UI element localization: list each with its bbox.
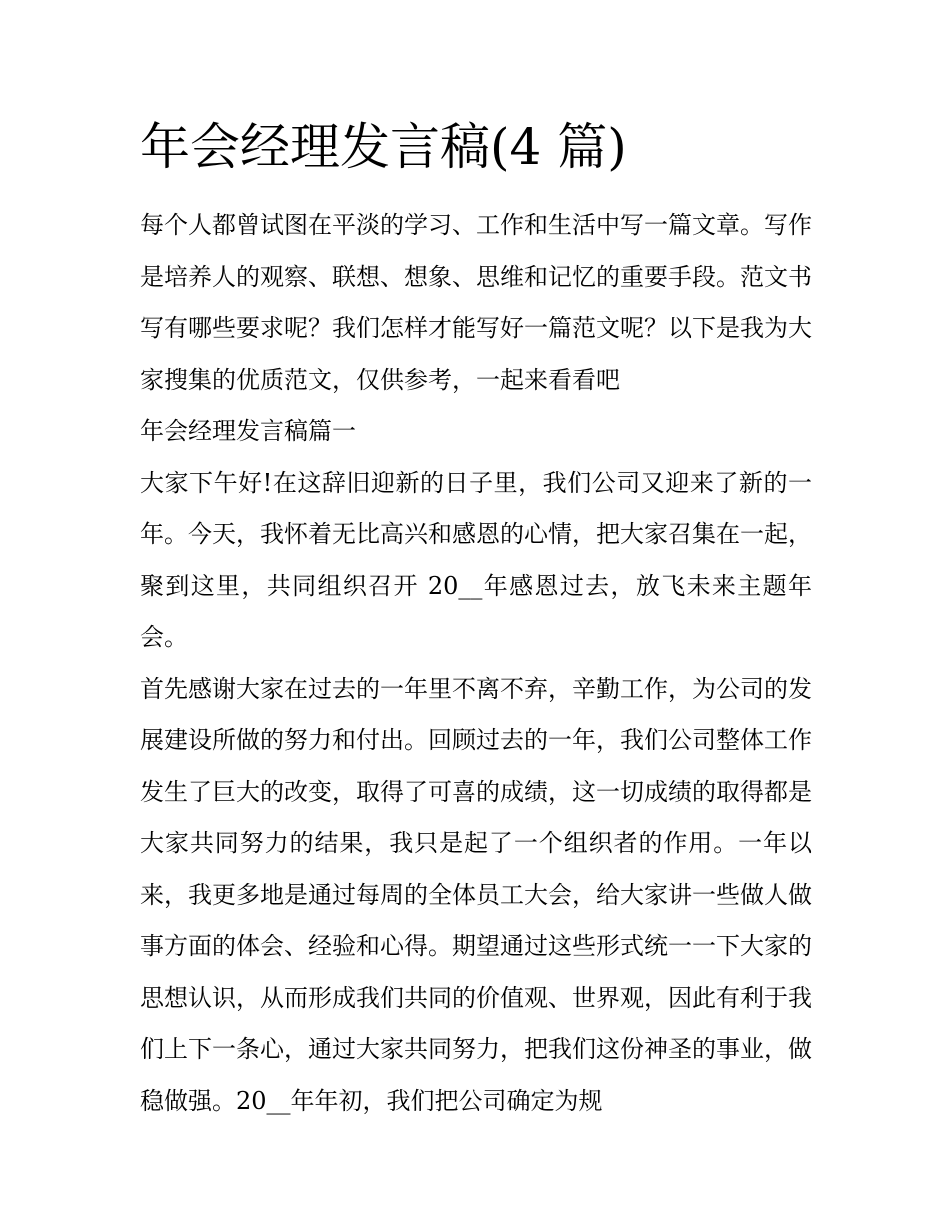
intro-paragraph: 每个人都曾试图在平淡的学习、工作和生活中写一篇文章。写作是培养人的观察、联想、想象、思维和记忆的重要手段。范文书写有哪些要求呢？我们怎样才能写好一篇范文呢？以下是我为大家搜集的优质范文，仅供参考，一起来看看吧 [140, 211, 812, 394]
document-title: 年会经理发言稿(4 篇) [140, 118, 627, 176]
body-paragraph: 首先感谢大家在过去的一年里不离不弃，辛勤工作，为公司的发展建设所做的努力和付出。回顾过去的一年，我们公司整体工作发生了巨大的改变，取得了可喜的成绩，这一切成绩的取得都是大家共同努力的结果，我只是起了一个组织者的作用。一年以来，我更多地是通过每周的全体员工大会，给大家讲一些做人做事方面的体会、经验和心得。期望通过这些形式统一一下大家的思想认识，从而形成我们共同的价值观、世界观，因此有利于我们上下一条心，通过大家共同努力，把我们这份神圣的事业，做稳做强。20__年年初，我们把公司确定为规 [140, 674, 812, 1115]
body-paragraph: 大家下午好!在这辞旧迎新的日子里，我们公司又迎来了新的一年。今天，我怀着无比高兴和感恩的心情，把大家召集在一起，聚到这里，共同组织召开 20__年感恩过去，放飞未来主题年会。 [140, 468, 812, 651]
document-body [140, 200, 812, 1127]
section-heading: 年会经理发言稿篇一 [140, 417, 356, 445]
